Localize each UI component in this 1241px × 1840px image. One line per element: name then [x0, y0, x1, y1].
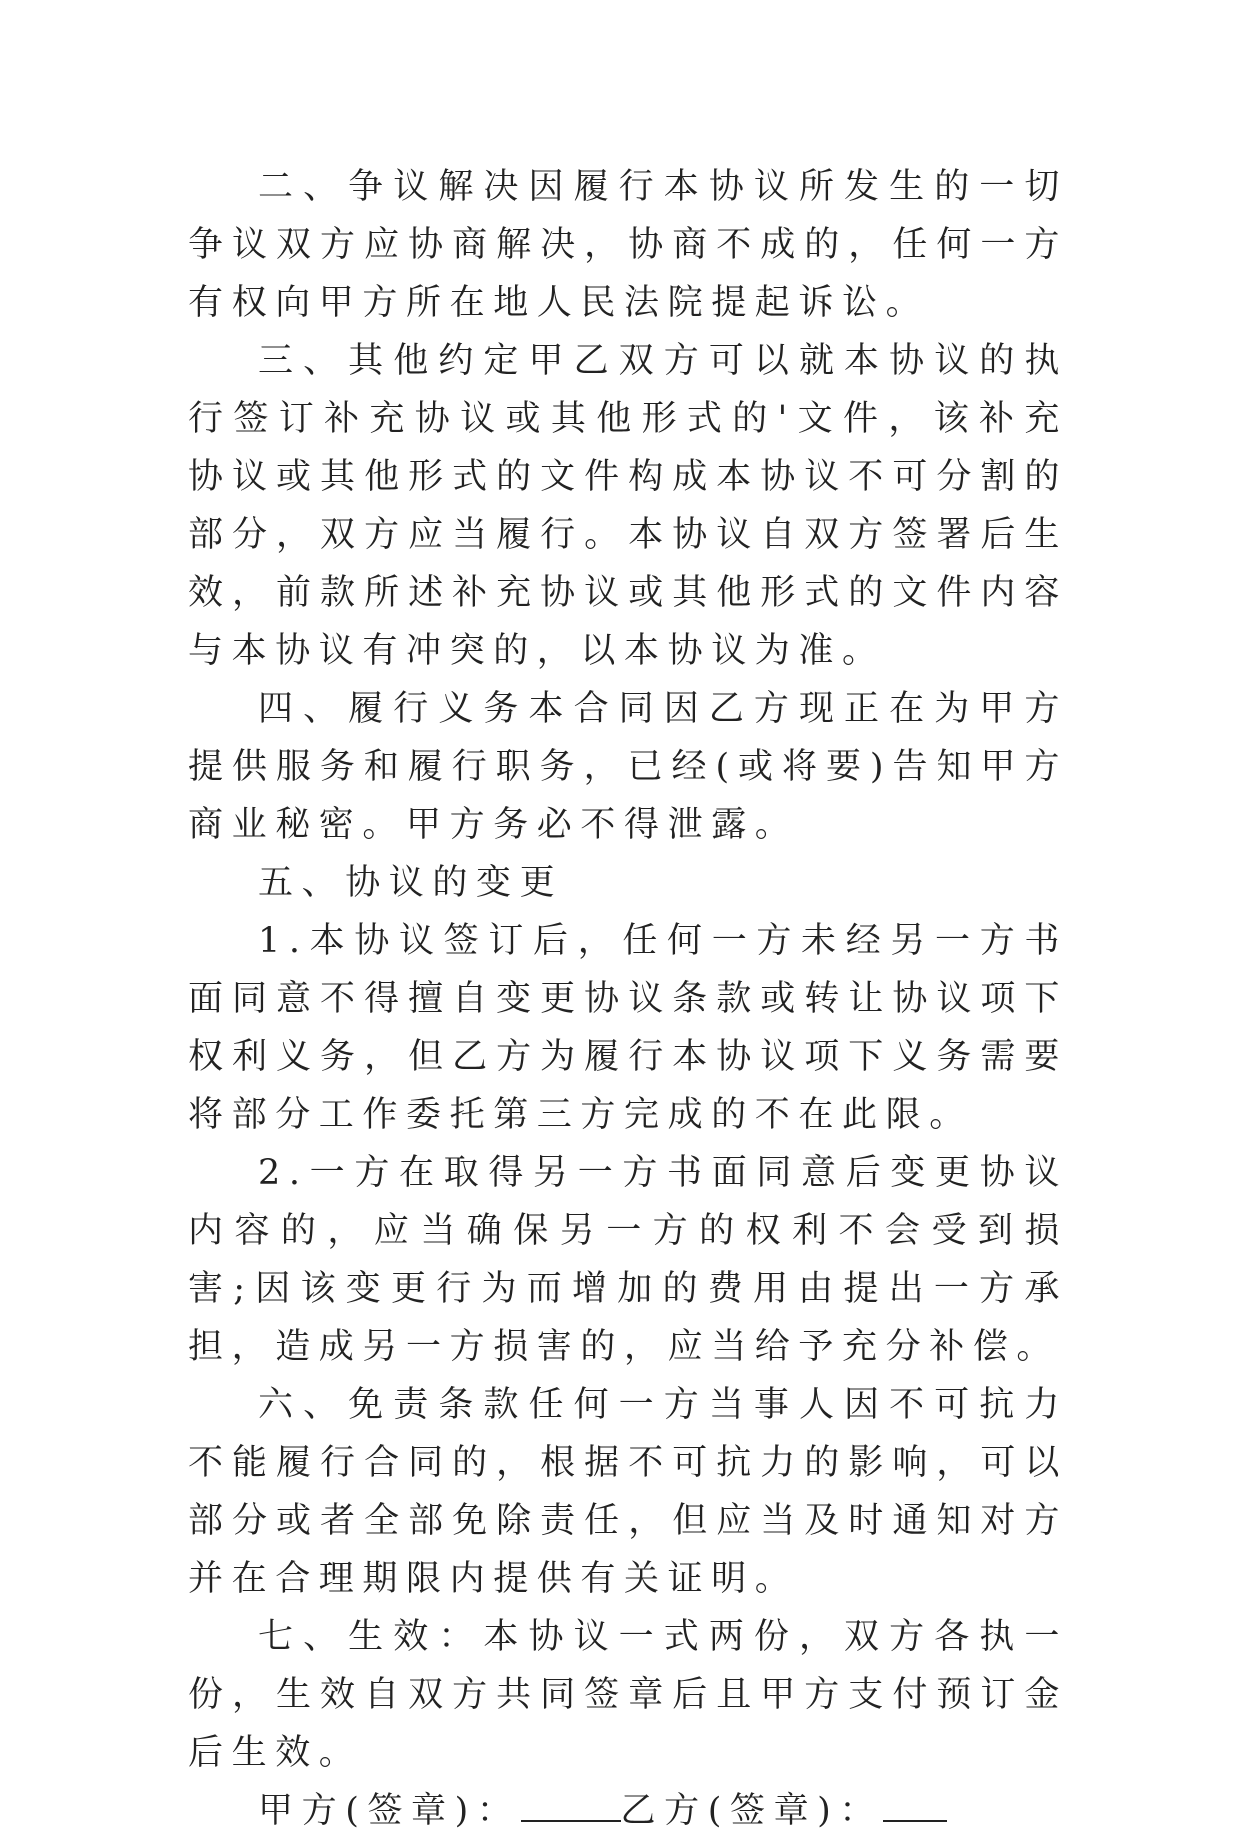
- clause-exemption: 六、免责条款任何一方当事人因不可抗力不能履行合同的，根据不可抗力的影响，可以部分或者全部免除责任，但应当及时通知对方并在合理期限内提供有关证明。: [188, 1385, 1068, 1599]
- party-b-signature-label: 乙方(签章)：: [620, 1791, 884, 1831]
- clause-amendment-item-2: 2.一方在取得另一方书面同意后变更协议内容的，应当确保另一方的权利不会受到损害;因该变更行为而增加的费用由提出一方承担，造成另一方损害的，应当给予充分补偿。: [188, 1153, 1068, 1367]
- signature-line: [188, 1782, 1068, 1840]
- party-a-signature-blank: [521, 1782, 621, 1822]
- clause-other-agreements: 三、其他约定甲乙双方可以就本协议的执行签订补充协议或其他形式的'文件，该补充协议或其他形式的文件构成本协议不可分割的部分，双方应当履行。本协议自双方签署后生效，前款所述补充协议或其他形式的文件内容与本协议有冲突的，以本协议为准。: [188, 341, 1068, 671]
- party-b-signature-blank: [883, 1782, 947, 1822]
- clause-effectiveness: 七、生效：本协议一式两份，双方各执一份，生效自双方共同签章后且甲方支付预订金后生效。: [188, 1617, 1068, 1773]
- clause-amendment-item-1: 1.本协议签订后，任何一方未经另一方书面同意不得擅自变更协议条款或转让协议项下权利义务，但乙方为履行本协议项下义务需要将部分工作委托第三方完成的不在此限。: [188, 921, 1068, 1135]
- clause-obligations: 四、履行义务本合同因乙方现正在为甲方提供服务和履行职务，已经(或将要)告知甲方商业秘密。甲方务必不得泄露。: [188, 689, 1068, 845]
- clause-dispute-resolution: 二、争议解决因履行本协议所发生的一切争议双方应协商解决，协商不成的，任何一方有权向甲方所在地人民法院提起诉讼。: [188, 167, 1068, 323]
- clause-amendment-heading: 五、协议的变更: [258, 863, 564, 903]
- party-a-signature-label: 甲方(签章)：: [258, 1791, 521, 1831]
- document-body: [188, 158, 1068, 1840]
